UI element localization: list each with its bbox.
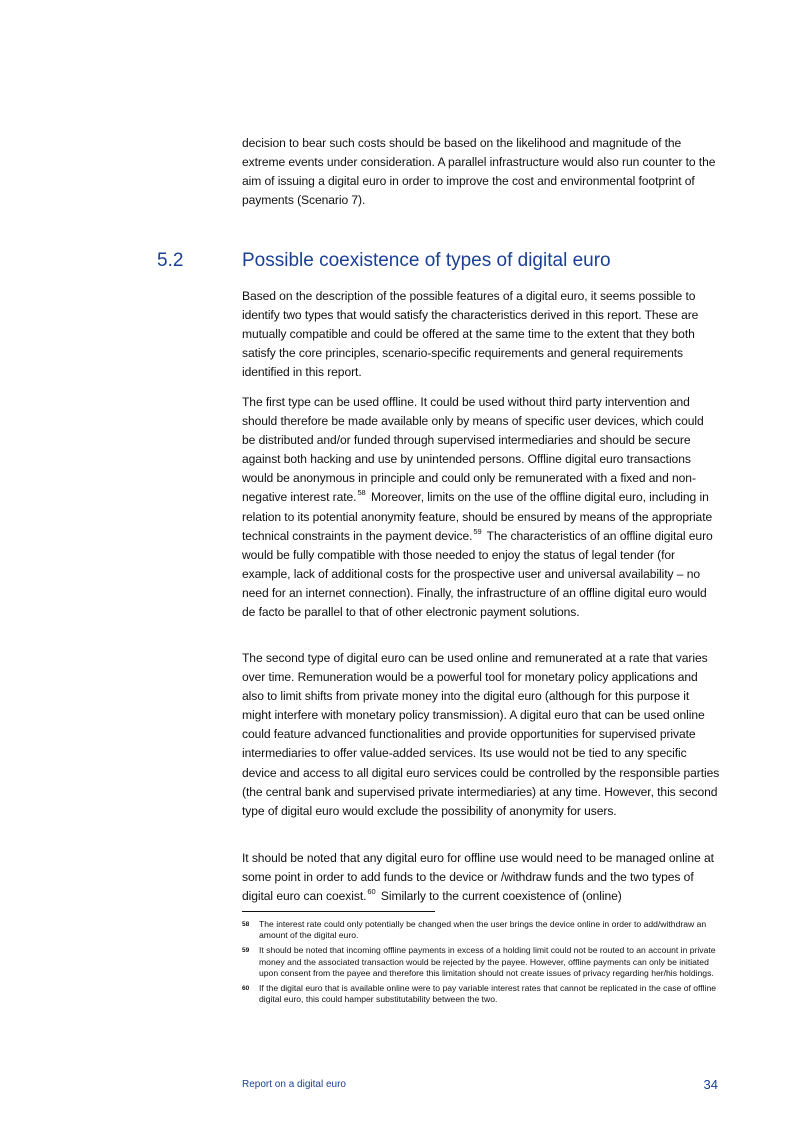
paragraph-4: [242, 849, 720, 906]
section-number: 5.2: [157, 250, 184, 271]
footnote-ref-60[interactable]: 60: [367, 887, 376, 897]
paragraph-4-text-a: It should be noted that any digital euro for offline use would need to be managed online at some point in order to add funds to the device or /withdraw funds and the two types of digital euro can coexist.: [242, 851, 714, 904]
footnote-text: The interest rate could only potentially be changed when the user brings the device online in order to add/withdraw an amount of the digital euro.: [259, 919, 707, 941]
footnote-divider: [242, 911, 435, 912]
paragraph-3: The second type of digital euro can be used online and remunerated at a rate that varies over time. Remuneration would be a powerful tool for monetary policy applications and also to limit shifts from private money into the digital euro (although for this purpose it might interfere with monetary policy transmission). A digital euro that can be used online could feature advanced functionalities and provide opportunities for supervised private intermediaries to offer value-added services. Its use would not be tied to any specific device and access to all digital euro services could be controlled by the responsible parties (the central bank and supervised private intermediaries) at any time. However, this second type of digital euro would exclude the possibility of anonymity for users.: [242, 651, 720, 818]
footnote-number: 60: [242, 985, 250, 993]
footnote-59: [242, 945, 720, 979]
paragraph-2-text-a: The first type can be used offline. It could be used without third party intervention and should therefore be made available only by means of specific user devices, which could be distributed and/or funded through supervised intermediaries and should be secure against both hacking and use by unintended persons. Offline digital euro transactions would be anonymous in principle and could only be remunerated with a fixed and non-negative interest rate.: [242, 395, 704, 505]
intro-paragraph-block: [242, 134, 720, 210]
footnote-ref-59[interactable]: 59: [473, 526, 482, 536]
page-number: 34: [703, 1077, 718, 1092]
footnote-60: [242, 983, 720, 1005]
footnotes: [242, 919, 720, 1009]
footnote-text: If the digital euro that is available online were to pay variable interest rates that cannot be replicated in the case of offline digital euro, this could hamper substitutability between the two.: [259, 983, 717, 1005]
paragraph-2-block: [242, 393, 720, 622]
footnote-number: 58: [242, 921, 250, 928]
intro-paragraph: decision to bear such costs should be based on the likelihood and magnitude of the extreme events under consideration. A parallel infrastructure would also run counter to the aim of issuing a digital euro in order to improve the cost and environmental footprint of payments (Scenario 7).: [242, 136, 716, 208]
footnote-text: It should be noted that incoming offline payments in excess of a holding limit could not be routed to an account in private money and the associated transaction would be rejected by the payee. However, offline payments can only be initiated upon consent from the payee and therefore this limitation should not create issues of privacy regarding her/his holdings.: [259, 945, 716, 978]
paragraph-2-text-b: Moreover, limits on the use of the offline digital euro, including in relation to its potential anonymity feature, should be ensured by means of the appropriate technical constraints in the payment device.: [242, 490, 713, 543]
footnote-58: [242, 919, 720, 941]
paragraph-4-block: [242, 849, 720, 906]
paragraph-1: Based on the description of the possible features of a digital euro, it seems possible to identify two types that would satisfy the characteristics derived in this report. These are mutually compatible and could be offered at the same time to the extent that they both satisfy the core principles, scenario-specific requirements and general requirements identified in this report.: [242, 289, 699, 380]
paragraph-4-text-b: Similarly to the current coexistence of (online): [380, 889, 622, 904]
footer-document-title: Report on a digital euro: [242, 1079, 346, 1090]
paragraph-1-block: [242, 287, 720, 382]
paragraph-2: [242, 393, 720, 622]
paragraph-2-text-c: The characteristics of an offline digital euro would be fully compatible with those needed to enjoy the status of legal tender (for example, lack of additional costs for the prospective user and universal availability – no need for an internet connection). Finally, the infrastructure of an offline digital euro would de facto be parallel to that of other electronic payment solutions.: [242, 528, 713, 620]
footnote-number: 59: [242, 947, 250, 955]
section-title: Possible coexistence of types of digital euro: [242, 250, 611, 271]
paragraph-3-block: [242, 649, 720, 821]
footnote-ref-58[interactable]: 58: [357, 488, 366, 498]
